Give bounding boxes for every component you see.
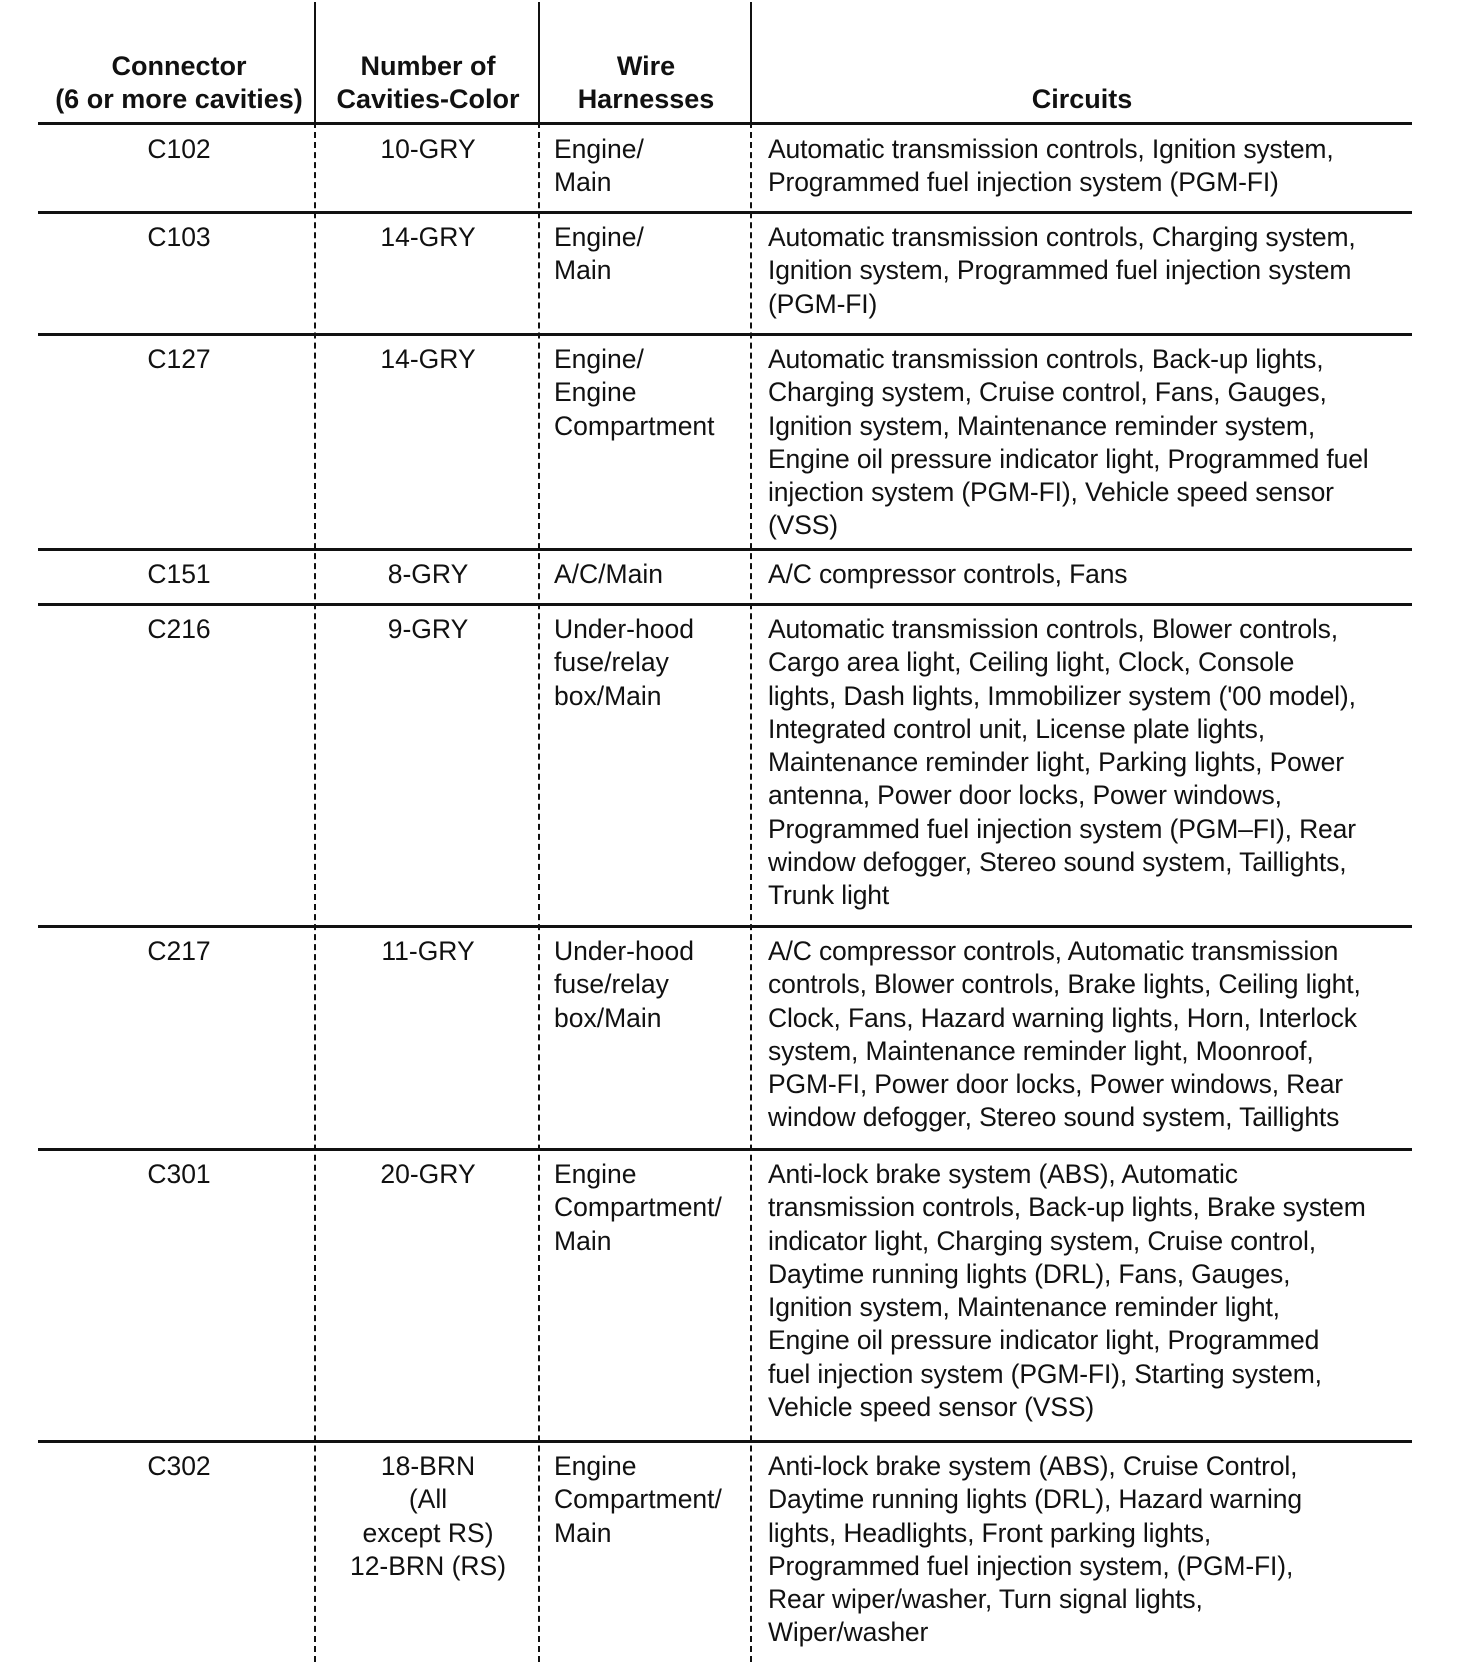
cell-cavities: 14-GRY bbox=[380, 222, 476, 252]
cell-harness: Under-hood fuse/relay box/Main bbox=[554, 614, 694, 711]
cell-harness: A/C/Main bbox=[554, 559, 663, 589]
cell-harness: Engine/ Engine Compartment bbox=[554, 344, 715, 441]
cell-circuits: Anti-lock brake system (ABS), Automatic transmission controls, Back-up lights, Brake system indicator light, Charging system, Cruise control, Daytime running lights (DRL), Fans, Gauges, Ignition system, Maintenance reminder light, Engine oil pressure indicator light, Programmed fuel injection system (PGM-FI), Starting system, Vehicle speed sensor (VSS) bbox=[768, 1159, 1366, 1423]
row-rule bbox=[38, 1440, 1412, 1443]
cell-cavities: 14-GRY bbox=[380, 344, 476, 374]
cell-cavities: 10-GRY bbox=[380, 134, 476, 164]
cell-connector: C127 bbox=[147, 344, 211, 374]
cell-connector: C102 bbox=[147, 134, 211, 164]
cell-harness: Engine Compartment/ Main bbox=[554, 1159, 722, 1256]
cell-circuits: A/C compressor controls, Automatic transmission controls, Blower controls, Brake lights, Ceiling light, Clock, Fans, Hazard warning lights, Horn, Interlock system, Maintenance reminder light, Moonroof, PGM-FI, Power door locks, Power windows, Rear window defogger, Stereo sound system, Taillights bbox=[768, 936, 1361, 1133]
cell-harness: Engine/ Main bbox=[554, 222, 644, 286]
cell-harness: Engine/ Main bbox=[554, 134, 644, 198]
cell-cavities: 20-GRY bbox=[380, 1159, 476, 1189]
row-rule bbox=[38, 211, 1412, 214]
cell-cavities: 18-BRN (All except RS) 12-BRN (RS) bbox=[349, 1451, 507, 1581]
header-connector: Connector (6 or more cavities) bbox=[55, 51, 303, 114]
cell-connector: C216 bbox=[147, 614, 211, 644]
row-rule bbox=[38, 925, 1412, 928]
header-wire-harnesses: Wire Harnesses bbox=[577, 51, 715, 114]
header-divider bbox=[750, 2, 752, 122]
cell-harness: Under-hood fuse/relay box/Main bbox=[554, 936, 694, 1033]
row-rule bbox=[38, 548, 1412, 551]
cell-circuits: Automatic transmission controls, Ignition system, Programmed fuel injection system (PGM-FI) bbox=[768, 134, 1334, 198]
header-rule bbox=[38, 122, 1412, 125]
header-divider bbox=[538, 2, 540, 122]
cell-circuits: A/C compressor controls, Fans bbox=[768, 559, 1128, 589]
cell-cavities: 8-GRY bbox=[387, 559, 469, 589]
header-divider bbox=[314, 2, 316, 122]
row-rule bbox=[38, 603, 1412, 606]
row-rule bbox=[38, 1148, 1412, 1151]
cell-connector: C302 bbox=[147, 1451, 211, 1481]
cell-cavities: 9-GRY bbox=[387, 614, 469, 644]
cell-connector: C301 bbox=[147, 1159, 211, 1189]
header-cavities-color: Number of Cavities-Color bbox=[336, 51, 520, 114]
cell-connector: C217 bbox=[147, 936, 211, 966]
cell-harness: Engine Compartment/ Main bbox=[554, 1451, 722, 1548]
cell-circuits: Automatic transmission controls, Back-up lights, Charging system, Cruise control, Fans, Gauges, Ignition system, Maintenance reminder system, Engine oil pressure indicator light, Programmed fuel injection system (PGM-FI), Vehicle speed sensor (VSS) bbox=[768, 344, 1369, 541]
row-rule bbox=[38, 333, 1412, 336]
cell-circuits: Anti-lock brake system (ABS), Cruise Control, Daytime running lights (DRL), Hazard warning lights, Headlights, Front parking lights, Programmed fuel injection system, (PGM-FI), Rear wiper/washer, Turn signal lights, Wiper/washer bbox=[768, 1451, 1302, 1648]
cell-circuits: Automatic transmission controls, Charging system, Ignition system, Programmed fuel injection system (PGM-FI) bbox=[768, 222, 1356, 319]
cell-circuits: Automatic transmission controls, Blower controls, Cargo area light, Ceiling light, Clock, Console lights, Dash lights, Immobilizer system ('00 model), Integrated control unit, License plate lights, Maintenance reminder light, Parking lights, Power antenna, Power door locks, Power windows, Programmed fuel injection system (PGM–FI), Rear window defogger, Stereo sound system, Taillights, Trunk light bbox=[768, 614, 1356, 911]
header-circuits: Circuits bbox=[1031, 84, 1133, 114]
cell-connector: C151 bbox=[147, 559, 211, 589]
cell-connector: C103 bbox=[147, 222, 211, 252]
cell-cavities: 11-GRY bbox=[381, 936, 475, 966]
